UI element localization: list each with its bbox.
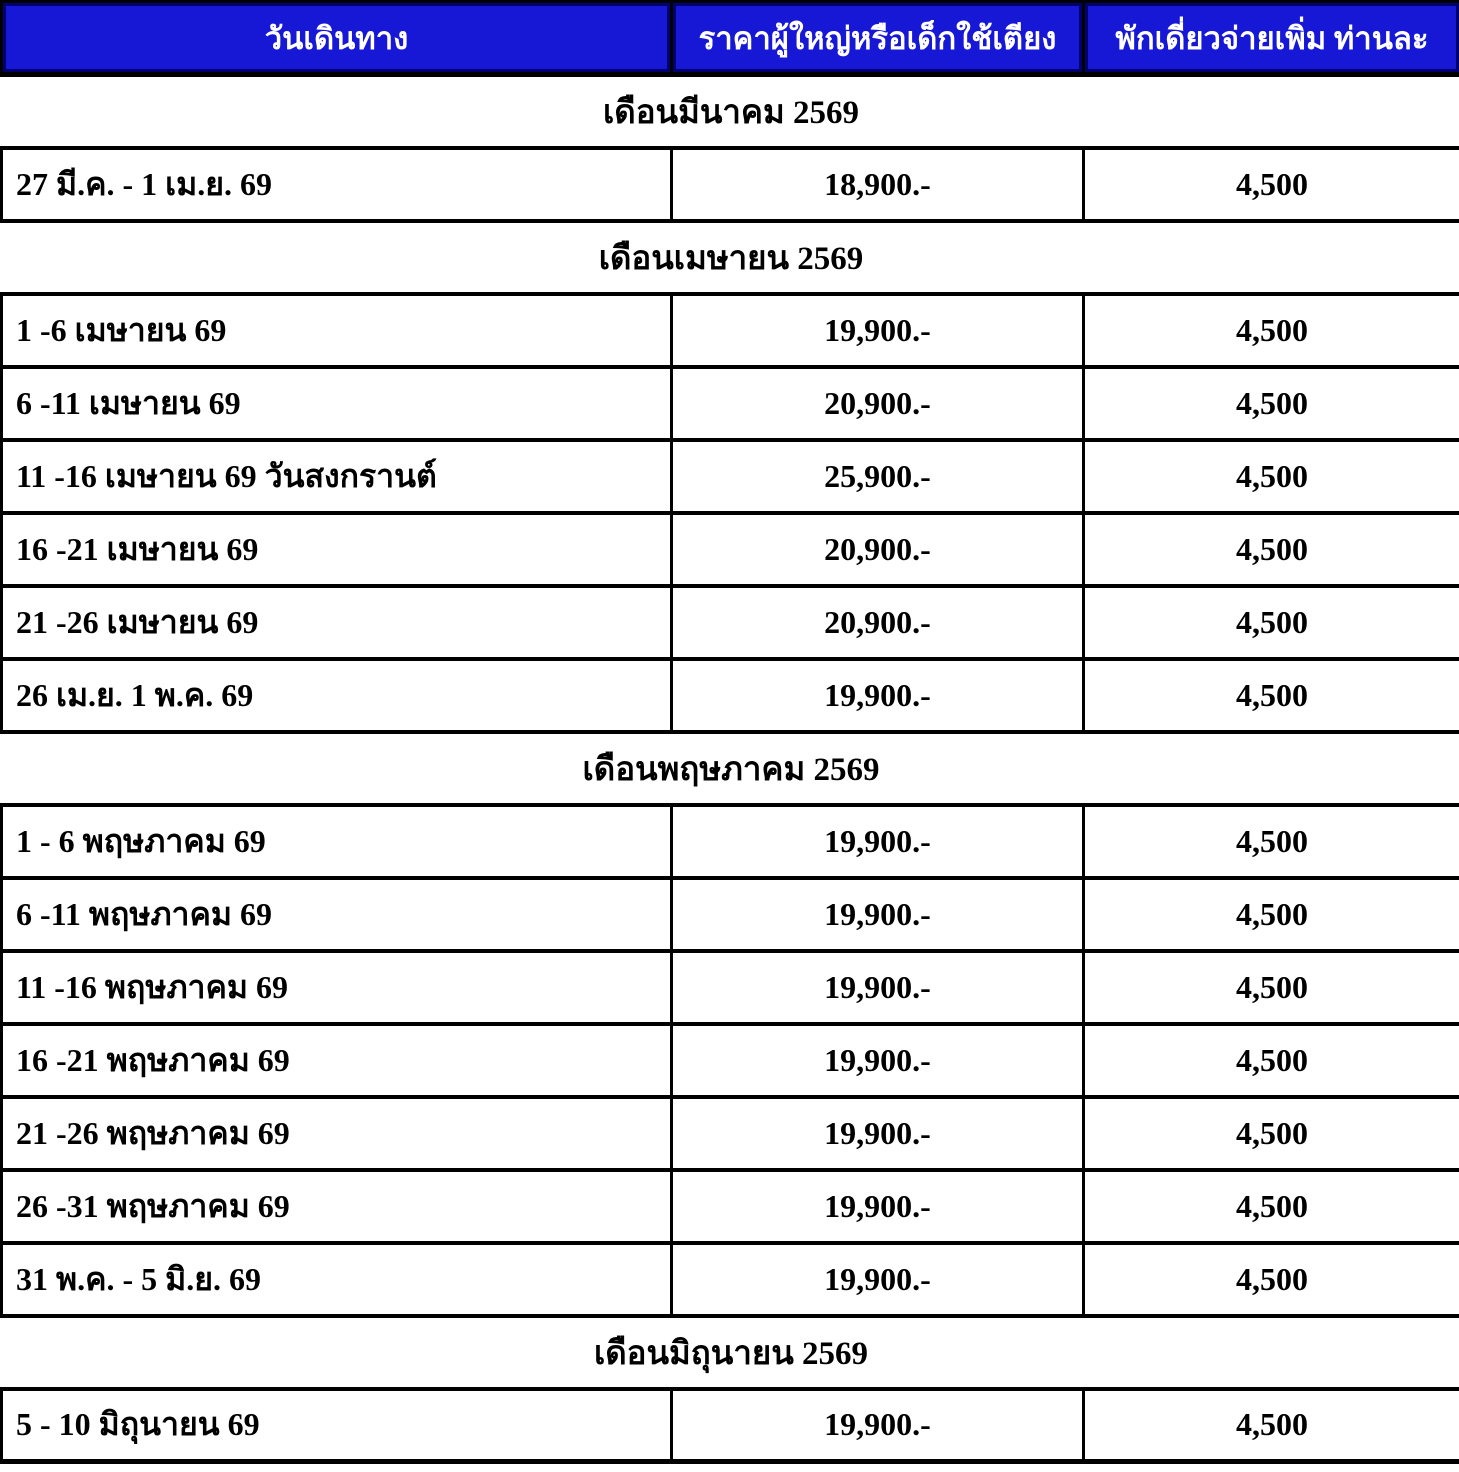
table-row	[2, 878, 1459, 951]
cell-price: 25,900.-	[672, 440, 1084, 513]
cell-departure-date: 26 เม.ย. 1 พ.ค. 69	[2, 659, 672, 732]
cell-single-supplement: 4,500	[1084, 805, 1459, 878]
table-row	[2, 1170, 1459, 1243]
table-row	[2, 1243, 1459, 1316]
cell-single-supplement: 4,500	[1084, 878, 1459, 951]
cell-single-supplement: 4,500	[1084, 1097, 1459, 1170]
cell-single-supplement: 4,500	[1084, 586, 1459, 659]
table-row	[2, 659, 1459, 732]
table-row	[2, 513, 1459, 586]
cell-departure-date: 1 -6 เมษายน 69	[2, 294, 672, 367]
column-header-single-supplement: พักเดี่ยวจ่ายเพิ่ม ท่านละ	[1084, 2, 1459, 75]
header-row	[2, 2, 1459, 75]
table-row	[2, 367, 1459, 440]
cell-departure-date: 16 -21 เมษายน 69	[2, 513, 672, 586]
cell-departure-date: 6 -11 พฤษภาคม 69	[2, 878, 672, 951]
section-title: เดือนมีนาคม 2569	[2, 75, 1459, 148]
cell-price: 20,900.-	[672, 367, 1084, 440]
cell-single-supplement: 4,500	[1084, 513, 1459, 586]
cell-departure-date: 21 -26 เมษายน 69	[2, 586, 672, 659]
cell-departure-date: 27 มี.ค. - 1 เม.ย. 69	[2, 148, 672, 221]
cell-single-supplement: 4,500	[1084, 1170, 1459, 1243]
section-row-may	[2, 732, 1459, 805]
cell-price: 19,900.-	[672, 294, 1084, 367]
cell-price: 19,900.-	[672, 878, 1084, 951]
cell-price: 19,900.-	[672, 659, 1084, 732]
table-row	[2, 1097, 1459, 1170]
section-row-june	[2, 1316, 1459, 1389]
column-header-departure-date: วันเดินทาง	[2, 2, 672, 75]
section-row-april	[2, 221, 1459, 294]
section-row-march	[2, 75, 1459, 148]
table-row	[2, 805, 1459, 878]
cell-price: 19,900.-	[672, 1389, 1084, 1462]
cell-single-supplement: 4,500	[1084, 148, 1459, 221]
table-row	[2, 148, 1459, 221]
cell-departure-date: 21 -26 พฤษภาคม 69	[2, 1097, 672, 1170]
cell-price: 19,900.-	[672, 1170, 1084, 1243]
cell-price: 18,900.-	[672, 148, 1084, 221]
cell-price: 20,900.-	[672, 586, 1084, 659]
cell-departure-date: 1 - 6 พฤษภาคม 69	[2, 805, 672, 878]
cell-price: 19,900.-	[672, 1243, 1084, 1316]
cell-single-supplement: 4,500	[1084, 951, 1459, 1024]
cell-single-supplement: 4,500	[1084, 294, 1459, 367]
cell-single-supplement: 4,500	[1084, 440, 1459, 513]
cell-departure-date: 11 -16 พฤษภาคม 69	[2, 951, 672, 1024]
cell-price: 20,900.-	[672, 513, 1084, 586]
cell-departure-date: 16 -21 พฤษภาคม 69	[2, 1024, 672, 1097]
table-row	[2, 1389, 1459, 1462]
cell-single-supplement: 4,500	[1084, 659, 1459, 732]
cell-single-supplement: 4,500	[1084, 1389, 1459, 1462]
cell-departure-date: 26 -31 พฤษภาคม 69	[2, 1170, 672, 1243]
section-title: เดือนมิถุนายน 2569	[2, 1316, 1459, 1389]
table-row	[2, 440, 1459, 513]
table-row	[2, 951, 1459, 1024]
cell-single-supplement: 4,500	[1084, 367, 1459, 440]
cell-price: 19,900.-	[672, 805, 1084, 878]
table-row	[2, 1024, 1459, 1097]
table-row	[2, 294, 1459, 367]
table-row	[2, 586, 1459, 659]
cell-departure-date: 6 -11 เมษายน 69	[2, 367, 672, 440]
cell-departure-date: 31 พ.ค. - 5 มิ.ย. 69	[2, 1243, 672, 1316]
cell-price: 19,900.-	[672, 951, 1084, 1024]
column-header-adult-price: ราคาผู้ใหญ่หรือเด็กใช้เตียง	[672, 2, 1084, 75]
cell-single-supplement: 4,500	[1084, 1243, 1459, 1316]
cell-departure-date: 11 -16 เมษายน 69 วันสงกรานต์	[2, 440, 672, 513]
cell-single-supplement: 4,500	[1084, 1024, 1459, 1097]
section-title: เดือนพฤษภาคม 2569	[2, 732, 1459, 805]
cell-price: 19,900.-	[672, 1097, 1084, 1170]
section-title: เดือนเมษายน 2569	[2, 221, 1459, 294]
cell-price: 19,900.-	[672, 1024, 1084, 1097]
cell-departure-date: 5 - 10 มิถุนายน 69	[2, 1389, 672, 1462]
